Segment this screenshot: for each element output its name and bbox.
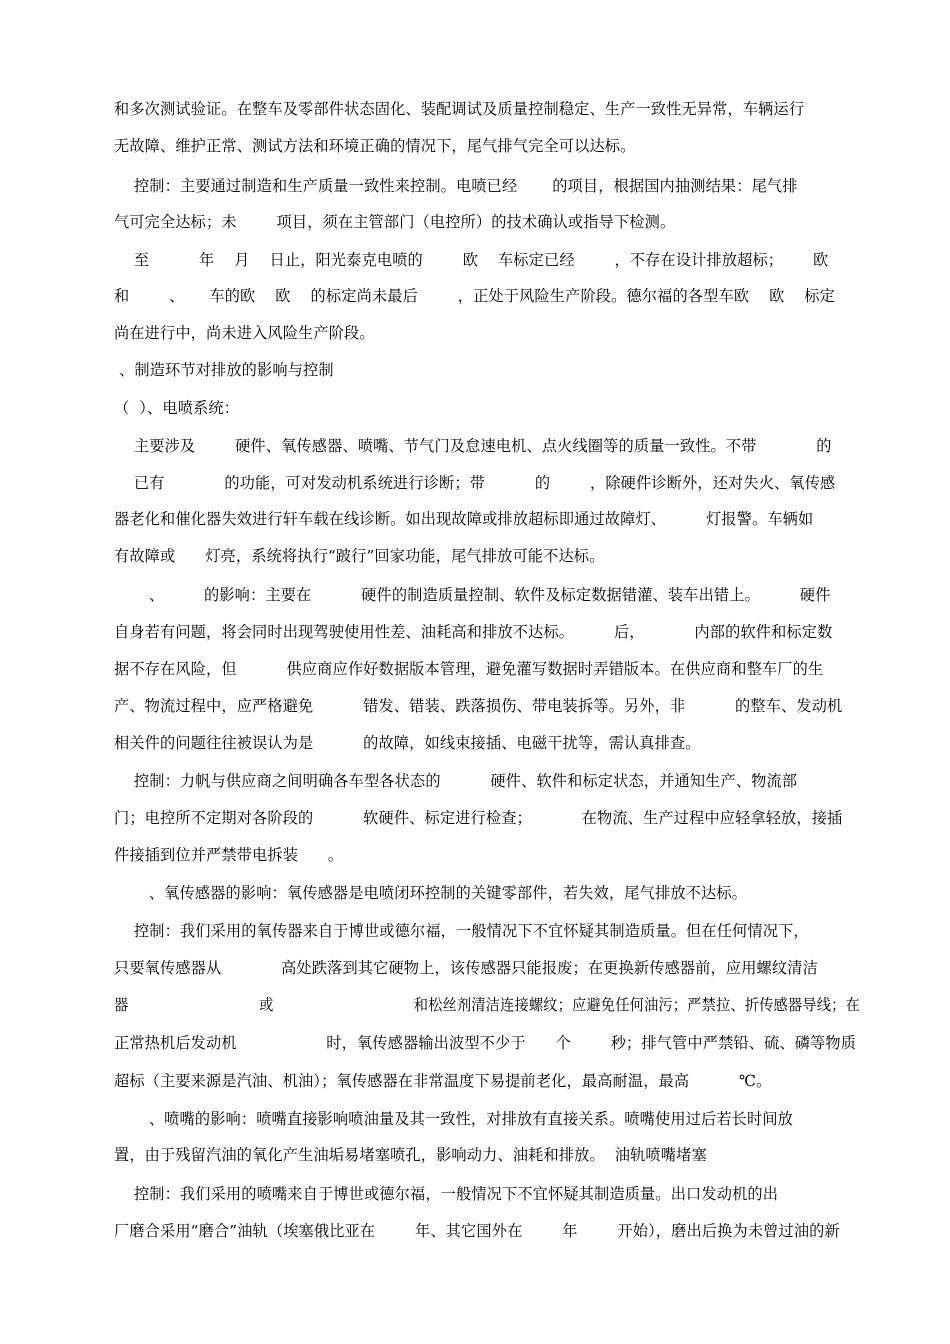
text-line: 、 的影响：主要在 硬件的制造质量控制、软件及标定数据错灌、装车出错上。 硬件 bbox=[114, 586, 831, 604]
text-line: 有故障或 灯亮，系统将执行“跛行”回家功能，尾气排放可能不达标。 bbox=[114, 547, 605, 565]
text-line: 控制：我们采用的氧传器来自于博世或德尔福，一般情况下不宜怀疑其制造质量。但在任何情况下， bbox=[114, 922, 809, 940]
section-heading: 、制造环节对排放的影响与控制 bbox=[114, 361, 334, 379]
text-line: 相关件的问题往往被误认为是 的故障，如线束接插、电磁干扰等，需认真排查。 bbox=[114, 734, 701, 752]
text-line: 自身若有问题，将会同时出现驾驶使用性差、油耗高和排放不达标。 后， 内部的软件和标定数 bbox=[114, 623, 833, 641]
text-line: 无故障、维护正常、测试方法和环境正确的情况下，尾气排气完全可以达标。 bbox=[114, 137, 636, 155]
text-line: 控制：主要通过制造和生产质量一致性来控制。电喷已经 的项目，根据国内抽测结果：尾气排 bbox=[114, 177, 798, 195]
text-line: 只要氧传感器从 高处跌落到其它硬物上，该传感器只能报废；在更换新传感器前，应用螺纹清洁 bbox=[114, 959, 818, 977]
text-line: 、氧传感器的影响：氧传感器是电喷闭环控制的关键零部件，若失效，尾气排放不达标。 bbox=[114, 884, 748, 902]
text-line: 、喷嘴的影响：喷嘴直接影响喷油量及其一致性，对排放有直接关系。喷嘴使用过后若长时间放 bbox=[114, 1110, 794, 1128]
subsection-heading: （ ）、电喷系统： bbox=[114, 399, 240, 417]
text-line: 超标（主要来源是汽油、机油）；氧传感器在非常温度下易提前老化，最高耐温，最高 ℃。 bbox=[114, 1072, 772, 1090]
text-line: 器老化和催化器失效进行轩车载在线诊断。如出现故障或排放超标即通过故障灯、 灯报警。车辆如 bbox=[114, 510, 814, 528]
text-line: 控制：力帆与供应商之间明确各车型各状态的 硬件、软件和标定状态，并通知生产、物流部 bbox=[114, 772, 798, 790]
text-line: 置，由于残留汽油的氧化产生油垢易堵塞喷孔，影响动力、油耗和排放。 油轨喷嘴堵塞 bbox=[114, 1146, 707, 1164]
text-line: 据不存在风险，但 供应商应作好数据版本管理，避免灌写数据时弄错版本。在供应商和整车厂的生 bbox=[114, 660, 824, 678]
text-line: 尚在进行中，尚未进入风险生产阶段。 bbox=[114, 324, 375, 342]
text-line: 气可完全达标；未 项目，须在主管部门（电控所）的技术确认或指导下检测。 bbox=[114, 213, 676, 231]
text-line: 厂磨合采用“磨合”油轨（埃塞俄比亚在 年、其它国外在 年 开始），磨出后换为未曾过油的新 bbox=[114, 1222, 840, 1240]
text-line: 器 或 和松丝剂清洁连接螺纹；应避免任何油污；严禁拉、折传感器导线；在 bbox=[114, 996, 860, 1014]
text-line: 件接插到位并严禁带电拆装 。 bbox=[114, 846, 344, 864]
text-line: 正常热机后发动机 时，氧传感器输出波型不少于 个 秒；排气管中严禁铅、硫、磷等物质 bbox=[114, 1034, 857, 1052]
text-line: 产、物流过程中，应严格避免 错发、错装、跌落损伤、带电装拆等。另外，非 的整车、发动机 bbox=[114, 697, 843, 715]
text-line: 门；电控所不定期对各阶段的 软硬件、标定进行检查； 在物流、生产过程中应轻拿轻放，接插 bbox=[114, 809, 843, 827]
text-line: 至 年 月 日止，阳光泰克电喷的 欧 车标定已经 ，不存在设计排放超标； 欧 bbox=[114, 251, 829, 269]
text-line: 主要涉及 硬件、氧传感器、喷嘴、节气门及怠速电机、点火线圈等的质量一致性。不带 的 bbox=[114, 437, 832, 455]
text-line: 和多次测试验证。在整车及零部件状态固化、装配调试及质量控制稳定、生产一致性无异常，车辆运行 bbox=[114, 100, 805, 118]
text-line: 已有 的功能，可对发动机系统进行诊断；带 的 ，除硬件诊断外，还对失火、氧传感 bbox=[114, 474, 836, 492]
text-line: 控制：我们采用的喷嘴来自于博世或德尔福，一般情况下不宜怀疑其制造质量。出口发动机的出 bbox=[114, 1185, 779, 1203]
text-line: 和 、 车的欧 欧 的标定尚未最后 ，正处于风险生产阶段。德尔福的各型车欧 欧 标定 bbox=[114, 287, 835, 305]
